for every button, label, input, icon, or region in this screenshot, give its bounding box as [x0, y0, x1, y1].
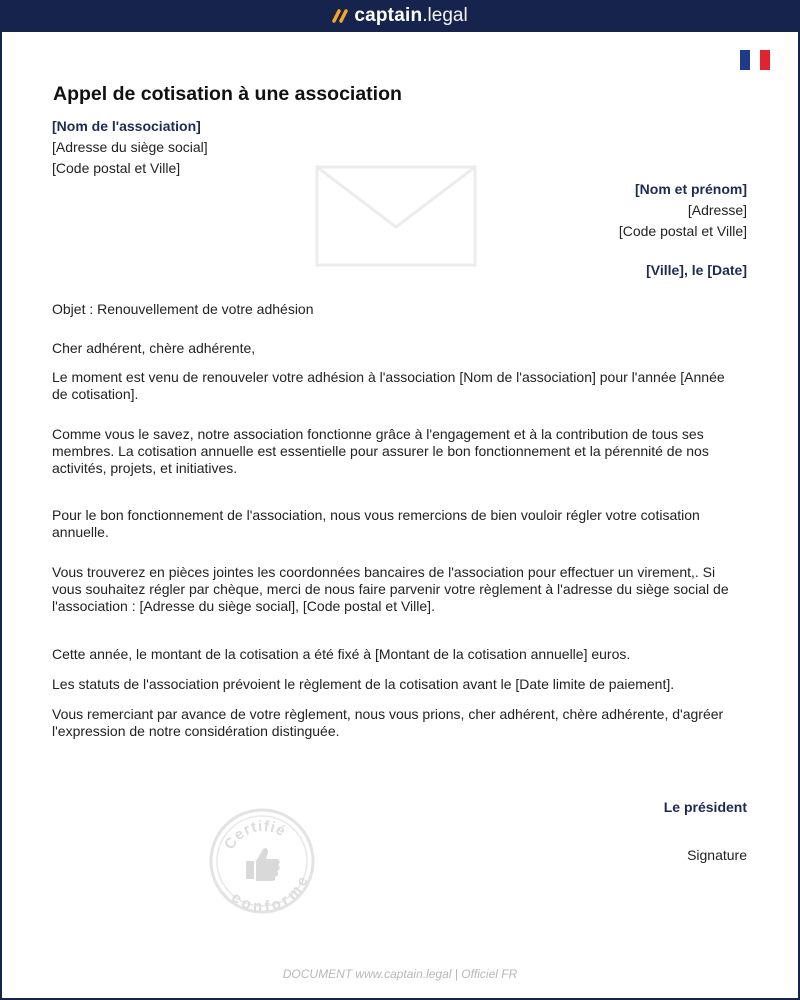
signature-label: Signature	[687, 847, 747, 863]
place-date: [Ville], le [Date]	[646, 262, 747, 278]
envelope-watermark-icon	[315, 165, 477, 272]
document-title: Appel de cotisation à une association	[53, 83, 402, 105]
signer-title: Le président	[663, 799, 747, 815]
captain-logo-icon	[332, 9, 350, 23]
brand-suffix: .legal	[422, 5, 468, 26]
recipient-city: [Code postal et Ville]	[618, 223, 747, 239]
body-paragraph: Vous remerciant par avance de votre règlement, nous vous prions, cher adhérent, chère adhérente, d'agréer l'expression de notre considération distinguée.	[52, 706, 724, 739]
body-paragraph: Vous trouverez en pièces jointes les coordonnées bancaires de l'association pour effectuer un virement,. Si vous souhaitez régler par chèque, merci de nous faire parvenir votre règlement à l'adresse du siège social de l'association : [Adresse du siège social], [Code postal et Ville].	[52, 564, 729, 614]
certified-stamp	[206, 805, 318, 922]
thumbs-up-icon	[246, 848, 280, 881]
body-paragraph: Pour le bon fonctionnement de l'association, nous vous remercions de bien vouloir régler votre cotisation annuelle.	[52, 507, 700, 540]
body-paragraph: Comme vous le savez, notre association fonctionne grâce à l'engagement et à la contribution de tous ses membres. La cotisation annuelle est essentielle pour assurer le bon fonctionnement et la pérennité de nos activités, projets, et initiatives.	[52, 426, 709, 476]
brand-logo[interactable]	[332, 5, 467, 27]
stamp-line-2: conforme	[228, 873, 313, 916]
brand-name: captain	[354, 5, 423, 26]
salutation: Cher adhérent, chère adhérente,	[52, 340, 256, 356]
sender-address: [Adresse du siège social]	[52, 139, 208, 155]
top-bar	[0, 0, 800, 32]
document-page	[2, 32, 798, 998]
subject-line: Objet : Renouvellement de votre adhésion	[52, 301, 314, 317]
recipient-name: [Nom et prénom]	[635, 181, 747, 197]
sender-city: [Code postal et Ville]	[52, 160, 181, 176]
recipient-address: [Adresse]	[687, 202, 747, 218]
body-paragraph: Le moment est venu de renouveler votre adhésion à l'association [Nom de l'association] pour l'année [Année de cotisation].	[52, 369, 725, 402]
sender-name: [Nom de l'association]	[52, 118, 201, 134]
france-flag-icon[interactable]	[740, 50, 770, 70]
body-paragraph: Cette année, le montant de la cotisation a été fixé à [Montant de la cotisation annuelle] euros.	[52, 646, 631, 662]
stamp-line-1: Certifié	[220, 817, 289, 853]
body-paragraph: Les statuts de l'association prévoient le règlement de la cotisation avant le [Date limite de paiement].	[52, 676, 675, 692]
footer-text: DOCUMENT www.captain.legal | Officiel FR	[282, 967, 518, 981]
